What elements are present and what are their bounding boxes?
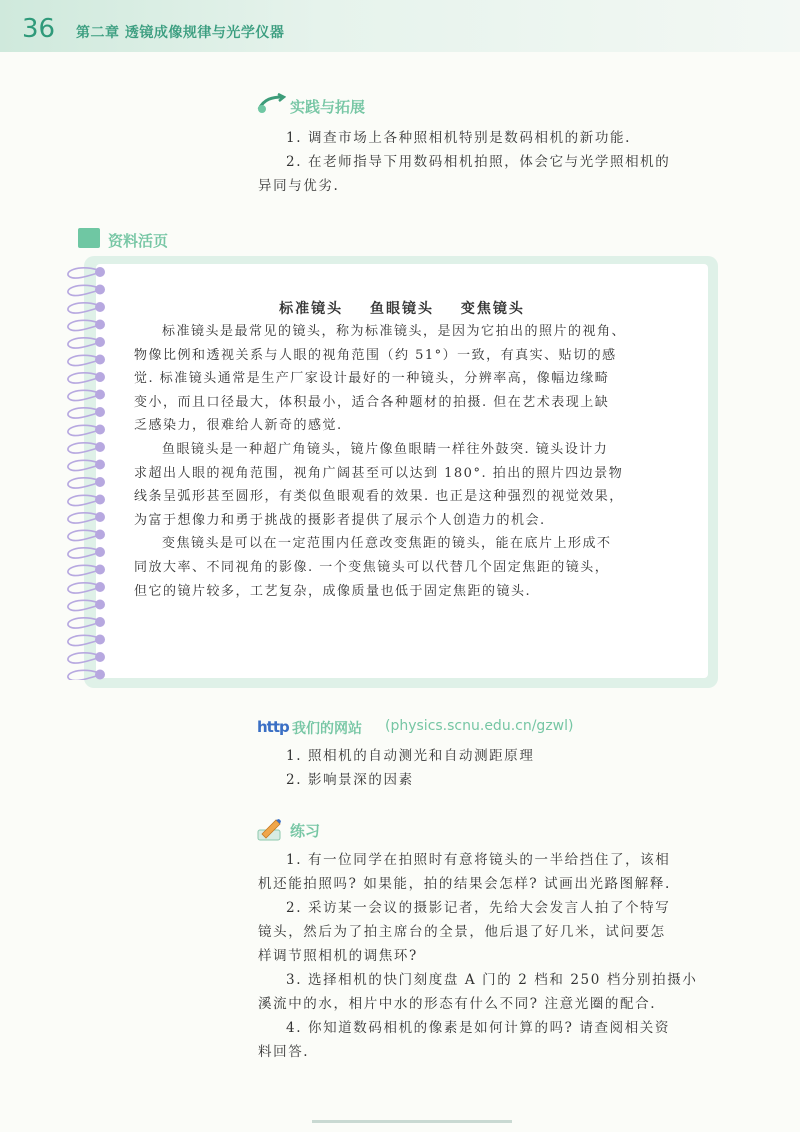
question-line: 料回答. [258,1044,310,1060]
paragraph-zoom [134,532,694,603]
body-line: 变小，而且口径最大，体积最小，适合各种题材的拍摄. 但在艺术表现上缺 [134,394,610,410]
body-line: 物像比例和透视关系与人眼的视角范围（约 51°）一致，有真实、贴切的感 [134,347,617,363]
http-logo-icon: http [257,718,289,736]
body-line: 乏感染力，很难给人新奇的感觉. [134,418,343,434]
chapter-title: 第二章 透镜成像规律与光学仪器 [76,25,285,41]
website-url-link[interactable]: (physics.scnu.edu.cn/gzwl) [385,718,574,734]
practice-line: 1. 调查市场上各种照相机特别是数码相机的新功能. [286,130,631,146]
question-line: 样调节照相机的调焦环? [258,948,418,964]
body-line: 同放大率、不同视角的影像. 一个变焦镜头可以代替几个固定焦距的镜头， [134,559,610,575]
spiral-ring [68,565,98,575]
spiral-ring [68,618,98,628]
ring-hole [95,372,105,382]
spiral-ring [68,530,98,540]
spiral-ring [68,355,98,365]
ring-hole [95,617,105,627]
ring-hole [95,267,105,277]
spiral-ring [68,268,98,278]
heading-zoom-lens: 变焦镜头 [460,301,525,317]
spiral-ring [68,285,98,295]
ring-hole [95,565,105,575]
exercise-title: 练习 [290,822,321,840]
ring-hole [95,425,105,435]
question-line: 机还能拍照吗? 如果能，拍的结果会怎样? 试画出光路图解释. [258,876,671,892]
practice-arrow-icon [256,93,286,115]
spiral-ring [68,548,98,558]
paragraph-standard [134,320,694,438]
ziliao-title: 资料活页 [108,232,169,250]
spiral-ring [68,583,98,593]
spiral-ring [68,408,98,418]
ring-hole [95,477,105,487]
spiral-rings-icon [60,258,110,680]
question-line: 溪流中的水，相片中水的形态有什么不同? 注意光圈的配合. [258,996,657,1012]
spiral-ring [68,320,98,330]
ring-hole [95,530,105,540]
exercise-question-2 [258,896,728,968]
exercise-question-1 [258,848,728,896]
spiral-ring [68,390,98,400]
question-line: 镜头，然后为了拍主席台的全景，他后退了好几米，试问要怎 [258,924,666,940]
exercise-pencil-icon [256,816,284,842]
question-line: 3. 选择相机的快门刻度盘 A 门的 2 档和 250 档分别拍摄小 [286,972,698,988]
bottom-rule [312,1120,512,1123]
ring-hole [95,495,105,505]
box-heading [96,298,708,318]
body-line: 变焦镜头是可以在一定范围内任意改变焦距的镜头，能在底片上形成不 [162,536,612,552]
body-line: 鱼眼镜头是一种超广角镜头，镜片像鱼眼睛一样往外鼓突. 镜头设计力 [162,441,609,457]
ring-hole [95,600,105,610]
ring-hole [95,320,105,330]
heading-standard-lens: 标准镜头 [279,301,344,317]
body-line: 但它的镜片较多，工艺复杂，成像质量也低于固定焦距的镜头. [134,583,532,599]
ring-hole [95,390,105,400]
exercise-question-4 [258,1016,728,1064]
ring-hole [95,285,105,295]
question-line: 2. 采访某一会议的摄影记者，先给大会发言人拍了个特写 [286,900,671,916]
body-line: 为富于想像力和勇于挑战的摄影者提供了展示个人创造力的机会. [134,512,546,528]
ring-hole [95,407,105,417]
paragraph-fisheye [134,438,694,532]
exercise-question-3 [258,968,728,1016]
ring-hole [95,547,105,557]
body-line: 标准镜头是最常见的镜头，称为标准镜头，是因为它拍出的照片的视角、 [162,324,627,339]
ring-hole [95,652,105,662]
spiral-ring [68,338,98,348]
spiral-ring [68,303,98,313]
spiral-ring [68,478,98,488]
body-line: 觉. 标准镜头通常是生产厂家设计最好的一种镜头，分辨率高，像幅边缘畸 [134,371,610,387]
spiral-ring [68,495,98,505]
spiral-ring [68,670,98,680]
ziliao-icon [78,228,100,248]
practice-title: 实践与拓展 [290,98,366,116]
ring-hole [95,635,105,645]
heading-fisheye-lens: 鱼眼镜头 [370,301,434,317]
spiral-ring [68,460,98,470]
spiral-ring [68,600,98,610]
spiral-ring [68,443,98,453]
spiral-ring [68,653,98,663]
spiral-ring [68,513,98,523]
ziliao-body [134,320,694,603]
exercise-questions [258,848,728,1064]
spiral-ring [68,425,98,435]
ring-hole [95,512,105,522]
page-header [0,0,800,52]
practice-line: 异同与优劣. [258,178,340,194]
ring-hole [95,337,105,347]
website-items [258,744,718,792]
body-line: 线条呈弧形甚至圆形，有类似鱼眼观看的效果. 也正是这种强烈的视觉效果， [134,489,624,505]
spiral-ring [68,635,98,645]
question-line: 4. 你知道数码相机的像素是如何计算的吗? 请查阅相关资 [286,1020,670,1036]
ring-hole [95,355,105,365]
question-line: 1. 有一位同学在拍照时有意将镜头的一半给挡住了，该相 [286,852,671,868]
spiral-ring [68,373,98,383]
ring-hole [95,460,105,470]
ring-hole [95,442,105,452]
website-item: 2. 影响景深的因素 [286,772,414,788]
ring-hole [95,670,105,680]
body-line: 求超出人眼的视角范围，视角广阔甚至可以达到 180°. 拍出的照片四边景物 [134,465,624,481]
practice-line: 2. 在老师指导下用数码相机拍照，体会它与光学照相机的 [286,154,671,170]
page-number: 36 [22,14,56,44]
website-title: 我们的网站 [292,721,362,737]
ring-hole [95,582,105,592]
practice-text [258,126,728,198]
website-item: 1. 照相机的自动测光和自动测距原理 [286,748,535,764]
